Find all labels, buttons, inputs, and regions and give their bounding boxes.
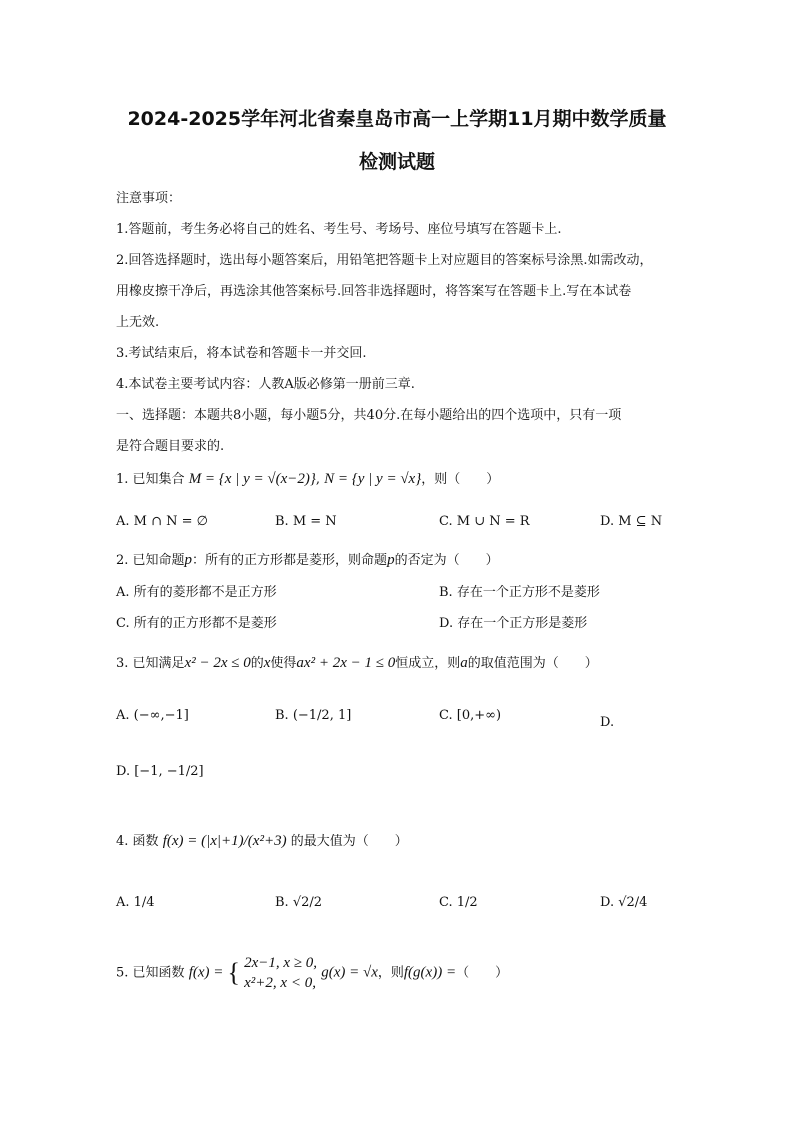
q2-p: p (184, 552, 193, 568)
q4-option-a: A. 1/4 (116, 895, 155, 910)
q5-fg: f(g(x)) = (403, 964, 457, 981)
notice-heading: 注意事项： (116, 191, 182, 206)
q5-piecewise (244, 953, 317, 993)
q2-option-b: B. 存在一个正方形不是菱形 (439, 585, 600, 600)
notice-item-4: 4.本试卷主要考试内容：人教A版必修第一册前三章. (116, 377, 415, 392)
q2-option-a: A. 所有的菱形都不是正方形 (116, 585, 277, 600)
q5-brace: { (227, 958, 240, 987)
q5-text-c: （ ） (456, 965, 509, 981)
q3-option-d-label: D. (600, 715, 615, 730)
notice-item-2-end: 上无效. (116, 315, 160, 330)
q1-option-c: C. M ∪ N = R (439, 514, 530, 529)
q3-cond2: ax² + 2x − 1 ≤ 0 (296, 655, 396, 671)
q2-p-again: p (387, 552, 395, 568)
q4-function: f(x) = (|x|+1)/(x²+3) (162, 833, 287, 849)
q1-set-m: M = {x | y = √(x−2)} (188, 471, 316, 487)
q4-option-d: D. √2/4 (600, 895, 648, 910)
notice-item-3: 3.考试结束后，将本试卷和答题卡一并交回. (116, 346, 367, 361)
q4-text-b: 的最大值为（ ） (290, 834, 408, 849)
notice-item-1: 1.答题前，考生务必将自己的姓名、考生号、考场号、座位号填写在答题卡上. (116, 222, 562, 237)
q3-x: x (263, 655, 271, 671)
q1-prefix: 1. 已知集合 (116, 472, 185, 487)
question-2 (116, 549, 499, 569)
q5-g: g(x) = √x (321, 964, 378, 981)
question-5 (116, 953, 508, 993)
q4-text-a: 4. 函数 (116, 834, 159, 849)
q1-option-d: D. M ⊆ N (600, 514, 663, 529)
q2-option-c: C. 所有的正方形都不是菱形 (116, 616, 277, 631)
q2-text-c: 的否定为（ ） (394, 553, 499, 568)
exam-title-line2: 检测试题 (358, 151, 435, 173)
q5-text-a: 5. 已知函数 (116, 965, 185, 981)
section-heading-line1: 一、选择题：本题共8小题，每小题5分，共40分.在每小题给出的四个选项中，只有一项 (116, 408, 622, 423)
q4-option-b: B. √2/2 (275, 895, 323, 910)
q3-option-c: C. [0,+∞) (439, 708, 502, 723)
question-1: 1. 已知集合 M = {x | y = √(x−2)}, N = {y | y = √x}，则（ ） (116, 471, 500, 487)
q3-a: a (460, 655, 468, 671)
q1-option-a: A. M ∩ N = ∅ (116, 514, 208, 529)
q2-text-a: 2. 已知命题 (116, 553, 185, 568)
q3-text-e: 的取值范围为（ ） (467, 656, 598, 671)
q3-text-a: 3. 已知满足 (116, 656, 185, 671)
q2-text-b: ：所有的正方形都是菱形，则命题 (192, 553, 388, 568)
notice-item-2-cont: 用橡皮擦干净后，再选涂其他答案标号.回答非选择题时，将答案写在答题卡上.写在本试卷 (116, 284, 632, 299)
q3-text-d: 恒成立，则 (395, 656, 461, 671)
q3-option-d: D. [−1, −1/2] (116, 764, 204, 779)
q1-set-n: N = {y | y = √x} (324, 471, 422, 487)
notice-item-2: 2.回答选择题时，选出每小题答案后，用铅笔把答题卡上对应题目的答案标号涂黑.如需改动， (116, 253, 653, 268)
q2-option-d: D. 存在一个正方形是菱形 (439, 616, 588, 631)
question-4 (116, 830, 408, 850)
question-3 (116, 652, 598, 672)
q1-suffix: ，则（ ） (421, 472, 500, 487)
q1-option-b: B. M = N (275, 514, 337, 529)
q3-text-b: 的 (250, 656, 264, 671)
q3-option-b: B. (−1/2, 1] (275, 708, 352, 723)
q5-text-b: ，则 (377, 965, 404, 981)
section-heading-line2: 是符合题目要求的. (116, 439, 225, 454)
q5-piece-1: 2x−1, x ≥ 0, (244, 955, 318, 971)
exam-title-line1: 2024-2025学年河北省秦皇岛市高一上学期11月期中数学质量 (127, 108, 667, 130)
q3-text-c: 使得 (270, 656, 297, 671)
q5-f-label: f(x) = (188, 964, 224, 981)
q4-option-c: C. 1/2 (439, 895, 478, 910)
q3-option-a: A. (−∞,−1] (116, 708, 189, 723)
q5-piece-2: x²+2, x < 0, (244, 975, 316, 991)
q3-cond1: x² − 2x ≤ 0 (184, 655, 251, 671)
